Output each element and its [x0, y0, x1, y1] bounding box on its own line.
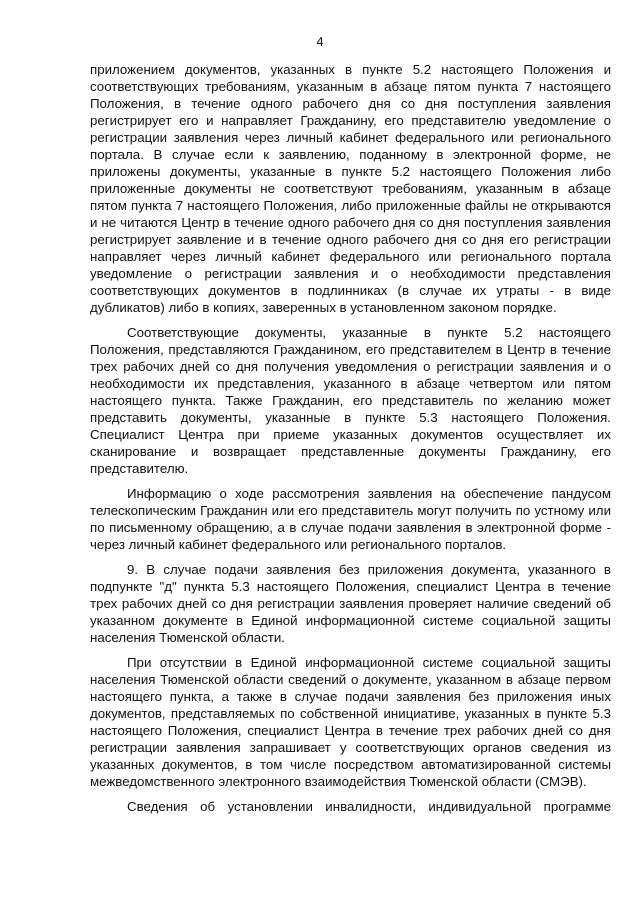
paragraph-continuation: приложением документов, указанных в пункте 5.2 настоящего Положения и соответствующих требованиям, указанным в абзаце пятом пункта 7 настоящего Положения, в течение одного рабочего дня со дня поступления заявления регистрирует его и направляет Гражданину, его представителю уведомление о регистрации заявления через личный кабинет федерального или регионального портала. В случае если к заявлению, поданному в электронной форме, не приложены документы, указанные в пункте 5.2 настоящего Положения либо приложенные документы не соответствуют требованиям, указанным в абзаце пятом пункта 7 настоящего Положения, либо приложенные файлы не открываются и не читаются Центр в течение одного рабочего дня со дня поступления заявления регистрирует заявление и в течение одного рабочего дня со дня его регистрации направляет через личный кабинет федерального или регионального портала уведомление о регистрации заявления и о необходимости представления соответствующих документов в подлинниках (в случае их утраты - в виде дубликатов) либо в копиях, заверенных в установленном законом порядке. [90, 62, 611, 315]
paragraph-item-9: 9. В случае подачи заявления без приложения документа, указанного в подпункте "д" пункта 5.3 настоящего Положения, специалист Центра в течение трех рабочих дней со дня регистрации заявления проверяет наличие сведений об указанном документе в Единой информационной системе социальной защиты населения Тюменской области. [90, 562, 611, 645]
paragraph-status-info: Информацию о ходе рассмотрения заявления на обеспечение пандусом телескопическим Гражданин или его представитель могут получить по устному или по письменному обращению, а в случае подачи заявления в электронной форме - через личный кабинет федерального или регионального порталов. [90, 486, 611, 552]
paragraph-interagency-request: При отсутствии в Единой информационной системе социальной защиты населения Тюменской области сведений о документе, указанном в абзаце первом настоящего пункта, а также в случае подачи заявления без приложения иных документов, представляемых по собственной инициативе, указанных в пункте 5.3 настоящего Положения, специалист Центра в течение трех рабочих дней со дня регистрации заявления запрашивает у соответствующих органов сведения из указанных документов, в том числе посредством автоматизированной системы межведомственного электронного взаимодействия Тюменской области (СМЭВ). [90, 655, 611, 789]
document-body [90, 61, 611, 815]
paragraph-disability-info: Сведения об установлении инвалидности, индивидуальной программе [127, 799, 611, 814]
page-number: 4 [316, 34, 324, 49]
paragraph-documents-submission: Соответствующие документы, указанные в пункте 5.2 настоящего Положения, представляются Гражданином, его представителем в Центр в течение трех рабочих дней со дня получения уведомления о регистрации заявления и о необходимости их представления, указанного в абзаце четвертом или пятом настоящего пункта. Также Гражданин, его представитель по желанию может представить документы, указанные в пункте 5.3 настоящего Положения. Специалист Центра при приеме указанных документов осуществляет их сканирование и возвращает представленные документы Гражданину, его представителю. [90, 325, 611, 476]
